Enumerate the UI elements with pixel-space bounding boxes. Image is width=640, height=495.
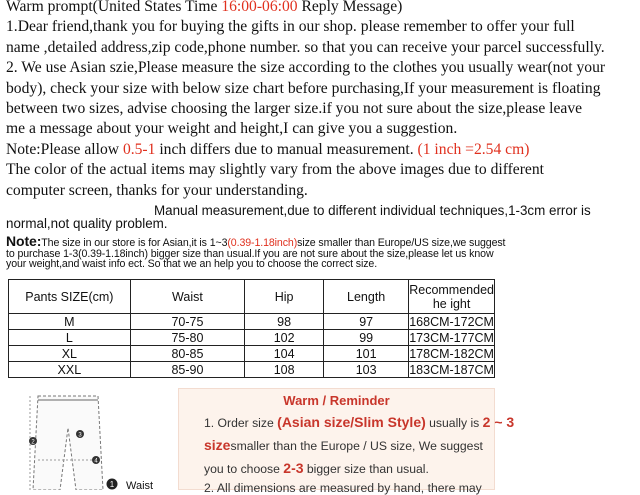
header-cell: Waist: [130, 280, 244, 314]
notice-line: 2. We use Asian szie,Please measure the size according to the clothes you usually wear(not your: [6, 59, 606, 77]
table-cell: 98: [245, 314, 324, 330]
notice-line: 1.Dear friend,thank you for buying the gifts in our shop. please remember to offer your full: [6, 18, 575, 36]
notice-line: me a message about your weight and height,I can give you a suggestion.: [6, 120, 458, 138]
table-cell: 173CM-177CM: [409, 330, 494, 345]
table-cell: 178CM-182CM: [409, 346, 494, 361]
waist-label: Waist: [126, 480, 154, 490]
table-cell: L: [9, 330, 131, 346]
reminder-line-2: [204, 437, 483, 453]
warm-reminder-box: [178, 388, 515, 495]
notice-line: between two sizes, advise choosing the larger size.if you not sure about the size,please leave: [6, 100, 583, 118]
table-cell: 70-75: [130, 314, 244, 330]
reminder-text: you to choose: [204, 462, 284, 476]
warm-prompt-label: Warm prompt(United States Time: [6, 0, 222, 15]
table-cell: 103: [324, 362, 409, 378]
reminder-highlight: size: [204, 437, 231, 453]
measurement-line-1: Manual measurement,due to different individual techniques,1-3cm error is: [154, 203, 591, 218]
table-cell: 80-85: [130, 346, 244, 362]
size-note-line-1: [6, 233, 636, 249]
table-row: [9, 314, 495, 330]
table-cell: 104: [245, 346, 324, 362]
marker-4-label: 4: [94, 458, 98, 465]
marker-1-label: 1: [109, 480, 115, 489]
manual-measurement-note: [6, 204, 636, 230]
table-cell: 75-80: [130, 330, 244, 346]
reminder-highlight: (Asian size/Slim Style): [277, 414, 426, 430]
table-header-row: [9, 280, 495, 314]
reminder-text: 1. Order size: [204, 416, 278, 430]
reminder-highlight: 2 ~ 3: [482, 414, 515, 430]
size-note: [6, 233, 636, 270]
size-note-text: The size in our store is for Asian,it is 1~3: [41, 237, 228, 249]
inch-conversion: (1 inch =2.54 cm): [417, 140, 530, 158]
marker-3-label: 3: [78, 432, 82, 439]
pants-outline-icon: [33, 396, 103, 490]
notice-line: body), check your size with below size chart before purchasing,If your measurement is floating: [6, 79, 601, 97]
size-chart-table: [8, 279, 495, 378]
table-cell: 108: [245, 362, 324, 378]
table-row: [9, 330, 495, 346]
header-cell: Pants SIZE(cm): [9, 280, 131, 314]
reminder-highlight: 2-3: [283, 460, 304, 476]
table-cell: 183CM-187CM: [409, 362, 494, 377]
table-cell: 97: [324, 314, 409, 330]
table-cell: 99: [324, 330, 409, 346]
table-cell: XL: [9, 346, 131, 362]
table-cell: 101: [324, 346, 409, 362]
warm-prompt-suffix: Reply Message): [297, 0, 403, 15]
measurement-line-2: normal,not quality problem.: [6, 216, 168, 231]
size-note-label: Note:: [6, 233, 42, 249]
header-cell: Recommended he ight: [409, 280, 495, 314]
table-cell: XXL: [9, 362, 131, 378]
size-note-text: size smaller than Europe/US size,we suggest: [297, 237, 506, 249]
size-note-line-2: to purchase 1-3(0.39-1.18inch) bigger size than usual.If you are not sure about the size,please let us know: [6, 247, 494, 260]
note-range: 0.5-1: [122, 140, 156, 158]
reminder-text: usually is: [425, 416, 483, 430]
notice-line: computer screen, thanks for your understanding.: [6, 181, 308, 199]
marker-2-label: 2: [31, 439, 35, 446]
reminder-title: Warm / Reminder: [283, 393, 390, 408]
table-cell: 168CM-172CM: [409, 314, 494, 329]
header-cell: Length: [324, 280, 409, 314]
reminder-text: bigger size than usual.: [303, 462, 429, 476]
notice-line: name ,detailed address,zip code,phone number. so that you can receive your parcel successfully.: [6, 38, 605, 56]
size-note-line-3: your weight,and waist info ect. So that we an help you to choose the correct size.: [6, 258, 378, 270]
measurement-note-line: [6, 140, 636, 160]
reminder-line-3: [204, 460, 429, 476]
reminder-line-4: 2. All dimensions are measured by hand, there may: [204, 481, 482, 495]
table-cell: 85-90: [130, 362, 244, 378]
note-prefix: Note:Please allow: [6, 140, 123, 158]
warm-prompt-line: [6, 0, 636, 17]
reply-hours: 16:00-06:00: [221, 0, 298, 15]
table-cell: M: [9, 314, 131, 330]
shop-notice: [6, 0, 636, 201]
reminder-line-1: [204, 414, 514, 430]
note-middle: inch differs due to manual measurement.: [155, 140, 418, 158]
bottom-panel: [0, 388, 640, 495]
table-row: [9, 362, 495, 378]
pants-diagram: [8, 388, 168, 490]
header-cell: Hip: [245, 280, 324, 314]
table-cell: 102: [245, 330, 324, 346]
table-row: [9, 346, 495, 362]
size-note-range: (0.39-1.18inch): [227, 237, 298, 249]
notice-line: The color of the actual items may slightly vary from the above images due to different: [6, 161, 544, 179]
reminder-text: smaller than the Europe / US size, We suggest: [230, 439, 483, 453]
